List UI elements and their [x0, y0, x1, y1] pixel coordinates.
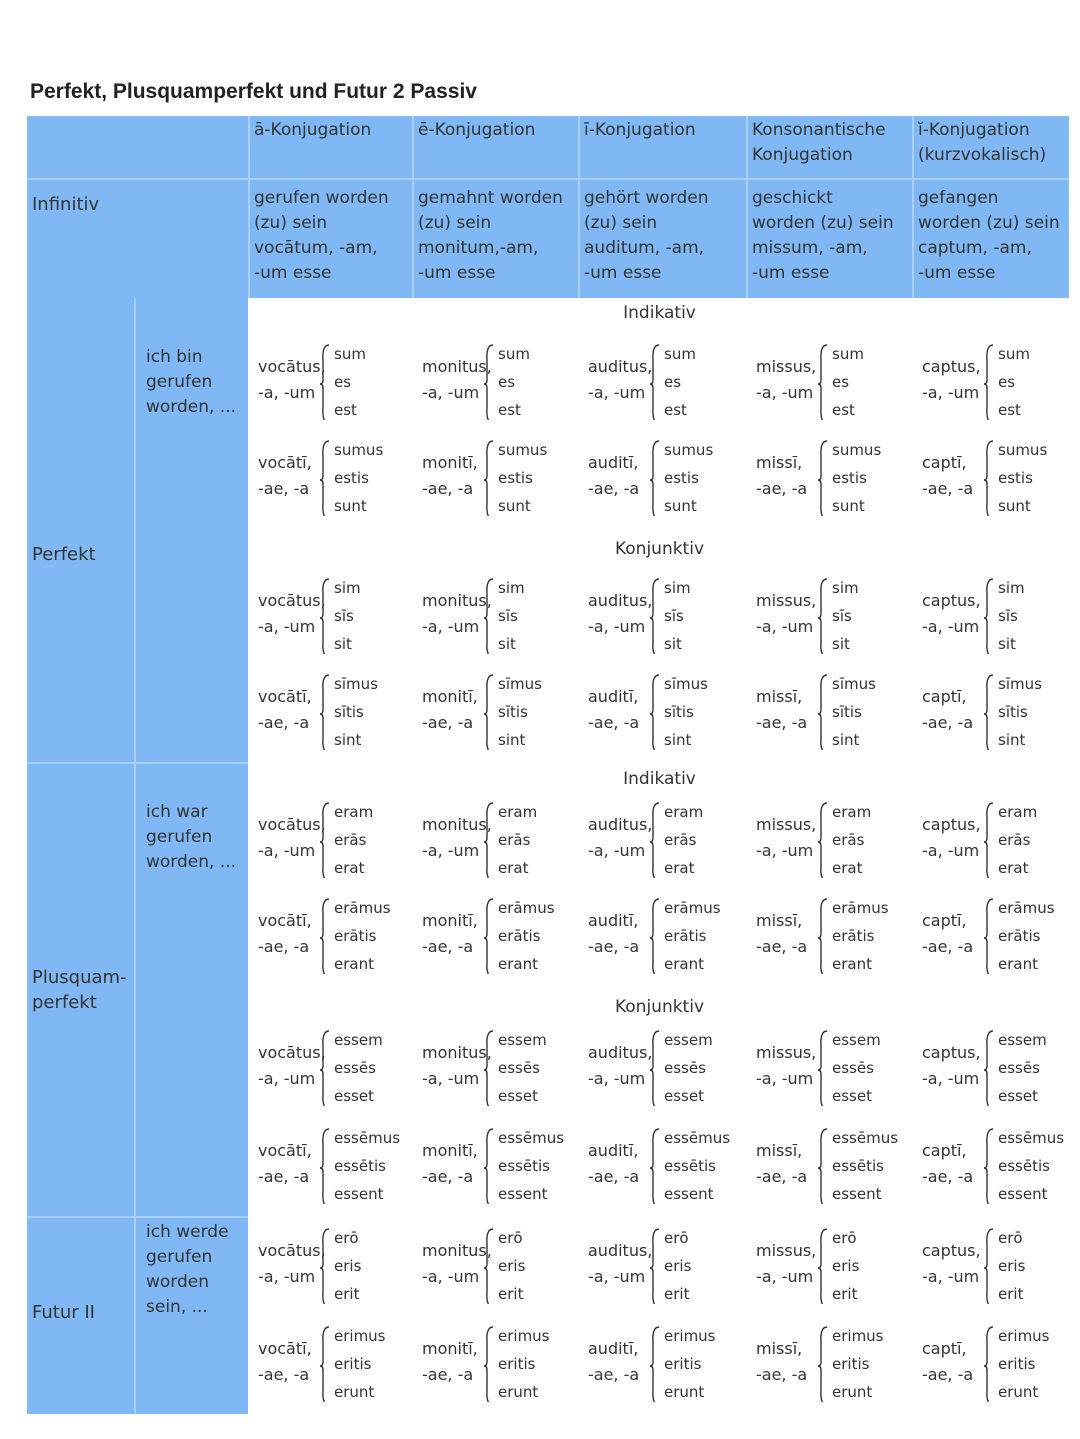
- participle-stem: captus, -a, -um: [922, 1043, 981, 1088]
- conjugated-form: [580, 436, 740, 522]
- auxiliary-endings: essēmus essētis essent: [664, 1129, 731, 1203]
- curly-brace-icon: [818, 898, 828, 974]
- participle-stem: auditus, -a, -um: [588, 815, 653, 860]
- conjugated-form: [914, 1224, 1074, 1310]
- auxiliary-endings: erāmus erātis erant: [664, 899, 721, 973]
- curly-brace-icon: [818, 1030, 828, 1106]
- header-divider: [248, 116, 250, 298]
- curly-brace-icon: [484, 344, 494, 420]
- participle-stem: auditus, -a, -um: [588, 1043, 653, 1088]
- curly-brace-icon: [984, 674, 994, 750]
- conjugated-form: [748, 340, 908, 426]
- conjugated-form: [580, 1026, 740, 1112]
- conjugated-form: [250, 670, 410, 756]
- conjugated-form: [250, 574, 410, 660]
- curly-brace-icon: [984, 1128, 994, 1204]
- auxiliary-endings: essem essēs esset: [998, 1031, 1047, 1105]
- conjugated-form: [914, 670, 1074, 756]
- auxiliary-endings: erō eris erit: [664, 1229, 692, 1303]
- curly-brace-icon: [320, 1228, 330, 1304]
- curly-brace-icon: [984, 344, 994, 420]
- infinitiv-cell: gemahnt worden (zu) sein monitum,-am, -um esse: [418, 188, 563, 283]
- conjugated-form: [580, 670, 740, 756]
- section-gloss: ich war gerufen worden, ...: [146, 802, 237, 872]
- conjugated-form: [250, 894, 410, 980]
- curly-brace-icon: [650, 1128, 660, 1204]
- auxiliary-endings: sum es est: [832, 345, 864, 419]
- conjugated-form: [580, 1322, 740, 1408]
- auxiliary-endings: sīmus sītis sint: [498, 675, 542, 749]
- participle-stem: vocātus, -a, -um: [258, 591, 326, 636]
- conjugated-form: [748, 1026, 908, 1112]
- auxiliary-endings: erimus eritis erunt: [998, 1327, 1050, 1401]
- infinitiv-cell: gefangen worden (zu) sein captum, -am, -um esse: [918, 188, 1060, 283]
- participle-stem: captī, -ae, -a: [922, 1141, 974, 1186]
- conjugated-form: [414, 1224, 574, 1310]
- participle-stem: captus, -a, -um: [922, 591, 981, 636]
- conjugated-form: [580, 1224, 740, 1310]
- curly-brace-icon: [818, 1128, 828, 1204]
- auxiliary-endings: sīmus sītis sint: [998, 675, 1042, 749]
- mood-label: Konjunktiv: [614, 997, 705, 1017]
- participle-stem: missī, -ae, -a: [756, 687, 808, 732]
- curly-brace-icon: [650, 440, 660, 516]
- auxiliary-endings: essem essēs esset: [334, 1031, 383, 1105]
- participle-stem: auditī, -ae, -a: [588, 1141, 640, 1186]
- participle-stem: monitī, -ae, -a: [422, 687, 478, 732]
- auxiliary-endings: sim sīs sit: [334, 579, 361, 653]
- curly-brace-icon: [984, 578, 994, 654]
- section-gloss: ich bin gerufen worden, ...: [146, 347, 237, 417]
- participle-stem: monitus, -a, -um: [422, 591, 492, 636]
- conjugated-form: [250, 1124, 410, 1210]
- column-header: ĭ-Konjugation (kurzvokalisch): [918, 120, 1047, 165]
- participle-stem: auditī, -ae, -a: [588, 687, 640, 732]
- auxiliary-endings: sīmus sītis sint: [832, 675, 876, 749]
- section-label: Plusquam- perfekt: [32, 967, 127, 1013]
- participle-stem: missī, -ae, -a: [756, 1141, 808, 1186]
- participle-stem: captus, -a, -um: [922, 815, 981, 860]
- conjugated-form: [414, 1026, 574, 1112]
- auxiliary-endings: sum es est: [334, 345, 366, 419]
- curly-brace-icon: [984, 1030, 994, 1106]
- curly-brace-icon: [818, 802, 828, 878]
- conjugated-form: [580, 574, 740, 660]
- curly-brace-icon: [320, 1128, 330, 1204]
- curly-brace-icon: [484, 440, 494, 516]
- curly-brace-icon: [484, 1128, 494, 1204]
- participle-stem: captus, -a, -um: [922, 357, 981, 402]
- participle-stem: vocātus, -a, -um: [258, 357, 326, 402]
- curly-brace-icon: [484, 802, 494, 878]
- participle-stem: missus, -a, -um: [756, 357, 817, 402]
- auxiliary-endings: erimus eritis erunt: [832, 1327, 884, 1401]
- participle-stem: missī, -ae, -a: [756, 1339, 808, 1384]
- auxiliary-endings: sumus estis sunt: [998, 441, 1048, 515]
- participle-stem: vocātī, -ae, -a: [258, 453, 312, 498]
- participle-stem: monitī, -ae, -a: [422, 911, 478, 956]
- curly-brace-icon: [818, 344, 828, 420]
- auxiliary-endings: essēmus essētis essent: [998, 1129, 1065, 1203]
- auxiliary-endings: essēmus essētis essent: [498, 1129, 565, 1203]
- auxiliary-endings: erō eris erit: [334, 1229, 362, 1303]
- curly-brace-icon: [484, 1228, 494, 1304]
- auxiliary-endings: sum es est: [498, 345, 530, 419]
- participle-stem: monitī, -ae, -a: [422, 1141, 478, 1186]
- participle-stem: vocātus, -a, -um: [258, 1043, 326, 1088]
- curly-brace-icon: [984, 898, 994, 974]
- auxiliary-endings: essēmus essētis essent: [832, 1129, 899, 1203]
- participle-stem: auditī, -ae, -a: [588, 911, 640, 956]
- auxiliary-endings: sumus estis sunt: [664, 441, 714, 515]
- auxiliary-endings: erō eris erit: [498, 1229, 526, 1303]
- curly-brace-icon: [650, 1326, 660, 1402]
- conjugated-form: [914, 894, 1074, 980]
- section-label: Perfekt: [32, 544, 96, 565]
- section-divider: [27, 1216, 248, 1218]
- column-header: Konsonantische Konjugation: [752, 120, 886, 165]
- participle-stem: captus, -a, -um: [922, 1241, 981, 1286]
- curly-brace-icon: [984, 802, 994, 878]
- conjugated-form: [414, 340, 574, 426]
- infinitiv-cell: geschickt worden (zu) sein missum, -am, -um esse: [752, 188, 894, 283]
- auxiliary-endings: erimus eritis erunt: [664, 1327, 716, 1401]
- auxiliary-endings: essēmus essētis essent: [334, 1129, 401, 1203]
- curly-brace-icon: [320, 440, 330, 516]
- curly-brace-icon: [984, 1228, 994, 1304]
- conjugated-form: [250, 1026, 410, 1112]
- participle-stem: monitus, -a, -um: [422, 815, 492, 860]
- auxiliary-endings: erō eris erit: [832, 1229, 860, 1303]
- conjugated-form: [748, 670, 908, 756]
- conjugated-form: [580, 894, 740, 980]
- conjugated-form: [914, 798, 1074, 884]
- conjugated-form: [250, 798, 410, 884]
- column-header: ī-Konjugation: [584, 120, 696, 140]
- participle-stem: captī, -ae, -a: [922, 453, 974, 498]
- conjugated-form: [414, 1322, 574, 1408]
- conjugated-form: [748, 436, 908, 522]
- curly-brace-icon: [484, 578, 494, 654]
- auxiliary-endings: sumus estis sunt: [832, 441, 882, 515]
- participle-stem: monitus, -a, -um: [422, 1043, 492, 1088]
- conjugated-form: [250, 340, 410, 426]
- participle-stem: auditī, -ae, -a: [588, 1339, 640, 1384]
- conjugated-form: [914, 1026, 1074, 1112]
- left-divider: [134, 298, 136, 1414]
- auxiliary-endings: sumus estis sunt: [334, 441, 384, 515]
- section-divider: [27, 762, 248, 764]
- participle-stem: monitus, -a, -um: [422, 357, 492, 402]
- curly-brace-icon: [818, 440, 828, 516]
- auxiliary-endings: essem essēs esset: [832, 1031, 881, 1105]
- conjugated-form: [914, 1322, 1074, 1408]
- participle-stem: captī, -ae, -a: [922, 911, 974, 956]
- auxiliary-endings: sum es est: [664, 345, 696, 419]
- participle-stem: auditus, -a, -um: [588, 1241, 653, 1286]
- participle-stem: captī, -ae, -a: [922, 687, 974, 732]
- participle-stem: monitī, -ae, -a: [422, 453, 478, 498]
- participle-stem: missus, -a, -um: [756, 1043, 817, 1088]
- participle-stem: vocātī, -ae, -a: [258, 911, 312, 956]
- curly-brace-icon: [818, 674, 828, 750]
- mood-label: Indikativ: [623, 769, 696, 789]
- conjugated-form: [748, 574, 908, 660]
- curly-brace-icon: [484, 1030, 494, 1106]
- curly-brace-icon: [650, 802, 660, 878]
- curly-brace-icon: [484, 674, 494, 750]
- auxiliary-endings: erāmus erātis erant: [998, 899, 1055, 973]
- participle-stem: captī, -ae, -a: [922, 1339, 974, 1384]
- auxiliary-endings: erimus eritis erunt: [334, 1327, 386, 1401]
- auxiliary-endings: sim sīs sit: [664, 579, 691, 653]
- infinitiv-cell: gerufen worden (zu) sein vocātum, -am, -um esse: [254, 188, 389, 283]
- auxiliary-endings: sīmus sītis sint: [334, 675, 378, 749]
- conjugated-form: [748, 798, 908, 884]
- curly-brace-icon: [320, 802, 330, 878]
- column-header: ā-Konjugation: [254, 120, 372, 140]
- curly-brace-icon: [984, 440, 994, 516]
- curly-brace-icon: [984, 1326, 994, 1402]
- participle-stem: vocātī, -ae, -a: [258, 1141, 312, 1186]
- participle-stem: auditus, -a, -um: [588, 357, 653, 402]
- curly-brace-icon: [650, 344, 660, 420]
- auxiliary-endings: eram erās erat: [498, 803, 538, 877]
- participle-stem: missī, -ae, -a: [756, 453, 808, 498]
- conjugated-form: [250, 1224, 410, 1310]
- conjugated-form: [414, 1124, 574, 1210]
- auxiliary-endings: erāmus erātis erant: [832, 899, 889, 973]
- curly-brace-icon: [320, 898, 330, 974]
- auxiliary-endings: eram erās erat: [832, 803, 872, 877]
- participle-stem: vocātī, -ae, -a: [258, 1339, 312, 1384]
- conjugated-form: [748, 894, 908, 980]
- conjugated-form: [580, 1124, 740, 1210]
- conjugated-form: [580, 798, 740, 884]
- page-title: Perfekt, Plusquamperfekt und Futur 2 Passiv: [30, 80, 477, 103]
- participle-stem: missus, -a, -um: [756, 591, 817, 636]
- mood-label: Indikativ: [623, 303, 696, 323]
- auxiliary-endings: sim sīs sit: [832, 579, 859, 653]
- curly-brace-icon: [650, 1030, 660, 1106]
- conjugated-form: [914, 574, 1074, 660]
- section-gloss: ich werde gerufen worden sein, ...: [146, 1222, 229, 1317]
- mood-label: Konjunktiv: [614, 539, 705, 559]
- participle-stem: monitī, -ae, -a: [422, 1339, 478, 1384]
- column-header: ē-Konjugation: [418, 120, 536, 140]
- participle-stem: auditī, -ae, -a: [588, 453, 640, 498]
- auxiliary-endings: eram erās erat: [998, 803, 1038, 877]
- infinitiv-cell: gehört worden (zu) sein auditum, -am, -um esse: [584, 188, 709, 283]
- participle-stem: vocātus, -a, -um: [258, 1241, 326, 1286]
- participle-stem: monitus, -a, -um: [422, 1241, 492, 1286]
- conjugated-form: [414, 436, 574, 522]
- conjugated-form: [580, 340, 740, 426]
- auxiliary-endings: eram erās erat: [664, 803, 704, 877]
- curly-brace-icon: [818, 578, 828, 654]
- conjugated-form: [250, 436, 410, 522]
- curly-brace-icon: [320, 1030, 330, 1106]
- participle-stem: missus, -a, -um: [756, 1241, 817, 1286]
- auxiliary-endings: sim sīs sit: [998, 579, 1025, 653]
- header-row-divider: [27, 178, 1069, 180]
- participle-stem: vocātī, -ae, -a: [258, 687, 312, 732]
- section-label: Futur II: [32, 1302, 95, 1323]
- conjugated-form: [748, 1322, 908, 1408]
- curly-brace-icon: [484, 898, 494, 974]
- conjugated-form: [914, 436, 1074, 522]
- conjugated-form: [748, 1224, 908, 1310]
- auxiliary-endings: sum es est: [998, 345, 1030, 419]
- participle-stem: missī, -ae, -a: [756, 911, 808, 956]
- conjugated-form: [414, 798, 574, 884]
- conjugated-form: [914, 340, 1074, 426]
- participle-stem: missus, -a, -um: [756, 815, 817, 860]
- participle-stem: auditus, -a, -um: [588, 591, 653, 636]
- auxiliary-endings: sumus estis sunt: [498, 441, 548, 515]
- curly-brace-icon: [320, 344, 330, 420]
- auxiliary-endings: sīmus sītis sint: [664, 675, 708, 749]
- infinitiv-label: Infinitiv: [32, 194, 100, 215]
- curly-brace-icon: [650, 578, 660, 654]
- conjugated-form: [414, 894, 574, 980]
- auxiliary-endings: erimus eritis erunt: [498, 1327, 550, 1401]
- auxiliary-endings: essem essēs esset: [664, 1031, 713, 1105]
- conjugated-form: [414, 574, 574, 660]
- curly-brace-icon: [650, 1228, 660, 1304]
- auxiliary-endings: erāmus erātis erant: [498, 899, 555, 973]
- curly-brace-icon: [818, 1326, 828, 1402]
- auxiliary-endings: essem essēs esset: [498, 1031, 547, 1105]
- curly-brace-icon: [818, 1228, 828, 1304]
- auxiliary-endings: erō eris erit: [998, 1229, 1026, 1303]
- conjugated-form: [748, 1124, 908, 1210]
- participle-stem: vocātus, -a, -um: [258, 815, 326, 860]
- curly-brace-icon: [484, 1326, 494, 1402]
- curly-brace-icon: [320, 578, 330, 654]
- auxiliary-endings: sim sīs sit: [498, 579, 525, 653]
- curly-brace-icon: [320, 674, 330, 750]
- conjugated-form: [414, 670, 574, 756]
- conjugated-form: [250, 1322, 410, 1408]
- curly-brace-icon: [320, 1326, 330, 1402]
- auxiliary-endings: eram erās erat: [334, 803, 374, 877]
- curly-brace-icon: [650, 898, 660, 974]
- curly-brace-icon: [650, 674, 660, 750]
- auxiliary-endings: erāmus erātis erant: [334, 899, 391, 973]
- conjugated-form: [914, 1124, 1074, 1210]
